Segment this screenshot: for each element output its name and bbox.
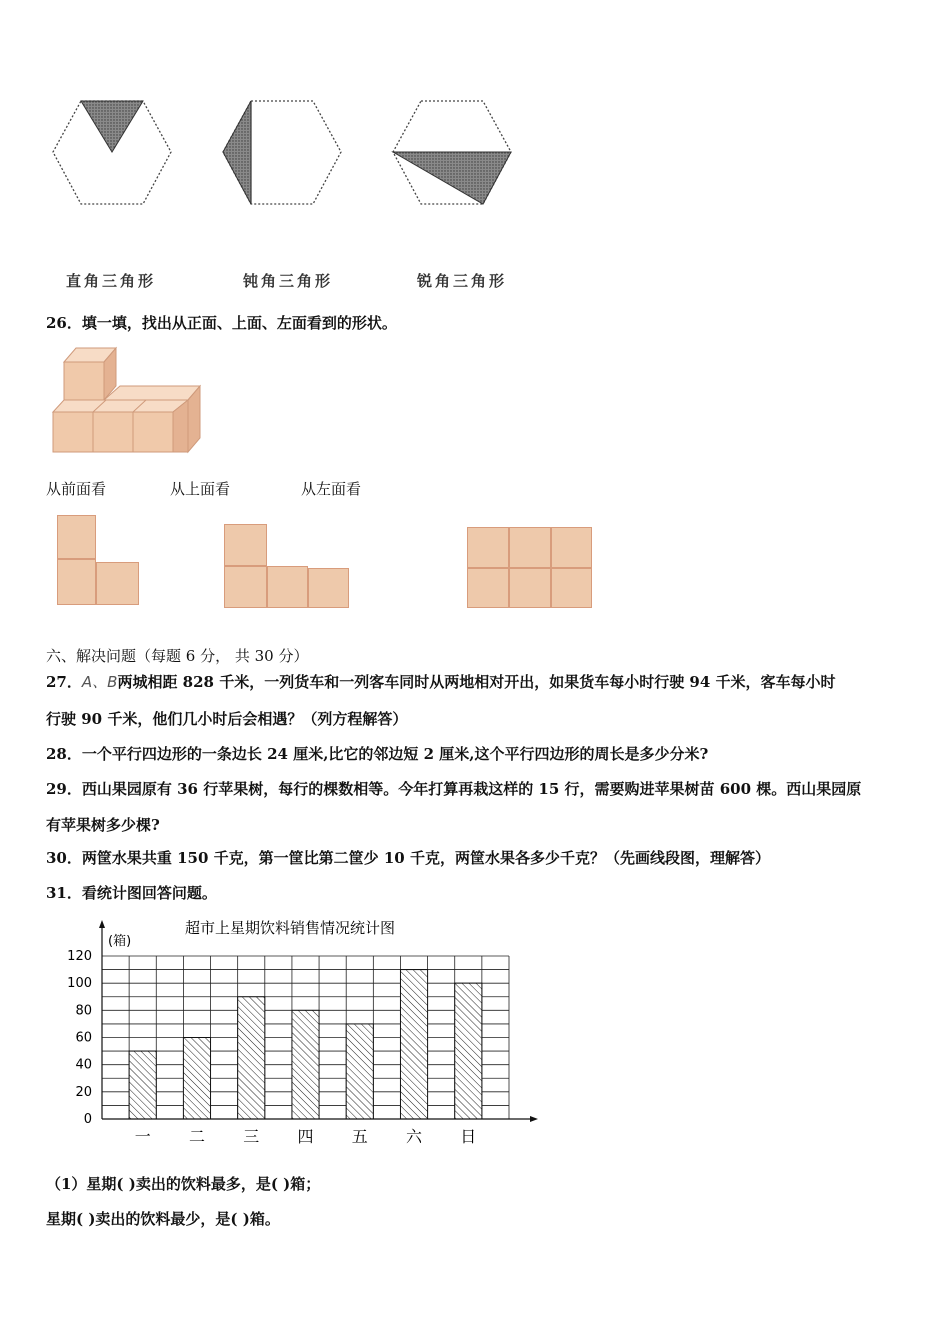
y-tick-label: 40: [75, 1057, 92, 1073]
y-tick-label: 100: [67, 976, 92, 992]
answer-line-1: （1）星期( )卖出的饮料最多，是( )箱；: [46, 1175, 321, 1193]
bar-六: [400, 970, 427, 1119]
x-category-label: 一: [134, 1127, 151, 1146]
x-category-label: 五: [351, 1127, 368, 1146]
x-axis-arrow: [530, 1116, 538, 1122]
question-29-line2: 有苹果树多少棵?: [46, 816, 160, 834]
view-shape-1-square: [96, 562, 139, 605]
x-category-label: 日: [460, 1127, 477, 1146]
question-29-line1: 29．西山果园原有 36 行苹果树，每行的棵数相等。今年打算再栽这样的 15 行，需要购进苹果树苗 600 棵。西山果园原: [46, 780, 862, 798]
question-28: 28．一个平行四边形的一条边长 24 厘米,比它的邻边短 2 厘米,这个平行四边形的周长是多少分米?: [46, 745, 709, 763]
chart-title: 超市上星期饮料销售情况统计图: [185, 919, 396, 937]
bar-四: [292, 1010, 319, 1119]
y-axis-unit: (箱): [108, 934, 132, 949]
view-label-left: 从左面看: [301, 480, 362, 498]
view-label-top: 从上面看: [170, 480, 231, 498]
answer-line-2: 星期( )卖出的饮料最少，是( )箱。: [46, 1210, 280, 1228]
hexagon-figure-acute-triangle: [390, 98, 514, 208]
y-axis-arrow: [99, 920, 105, 928]
view-label-front: 从前面看: [46, 480, 107, 498]
x-category-label: 四: [297, 1127, 314, 1146]
view-shape-2-square: [224, 566, 267, 608]
view-shape-3-square: [551, 527, 592, 568]
bar-五: [346, 1024, 373, 1119]
y-tick-label: 120: [67, 949, 92, 964]
section-heading: 六、解决问题（每题 6 分， 共 30 分）: [46, 647, 309, 665]
bar-日: [455, 983, 482, 1119]
question-27-line1: [46, 671, 836, 692]
view-shape-2-square: [308, 568, 349, 608]
y-tick-label: 0: [83, 1112, 92, 1127]
label-obtuse-triangle: 钝角三角形: [243, 272, 334, 290]
sales-bar-chart: [60, 914, 550, 1154]
question-27-text: 两城相距 828 千米，一列货车和一列客车同时从两地相对开出，如果货车每小时行驶 94 千米，客车每小时: [117, 673, 836, 691]
view-shape-2-square: [224, 524, 267, 566]
bar-一: [129, 1051, 156, 1119]
view-shape-3-square: [509, 527, 551, 568]
x-category-label: 二: [188, 1127, 205, 1146]
label-acute-triangle: 锐角三角形: [417, 272, 508, 290]
bar-二: [183, 1038, 210, 1120]
y-tick-label: 60: [75, 1030, 92, 1046]
hexagon-figure-obtuse-triangle: [220, 98, 344, 208]
view-shape-3-square: [467, 527, 509, 568]
cube-stack-figure: [50, 344, 205, 456]
question-30: 30．两筐水果共重 150 千克，第一筐比第二筐少 10 千克，两筐水果各多少千克？（先画线段图，理解答）: [46, 849, 770, 867]
label-right-triangle: 直角三角形: [66, 272, 157, 290]
question-27-line2: 行驶 90 千米，他们几小时后会相遇？（列方程解答）: [46, 710, 408, 728]
y-tick-label: 80: [75, 1003, 92, 1019]
bar-三: [238, 997, 265, 1119]
view-shape-3-square: [467, 568, 509, 608]
hexagon-figure-right-triangle: [50, 98, 174, 208]
y-tick-label: 20: [75, 1084, 92, 1100]
view-shape-3-square: [551, 568, 592, 608]
view-shape-2-square: [267, 566, 308, 608]
question-26: 26．填一填，找出从正面、上面、左面看到的形状。: [46, 314, 397, 332]
view-shape-1-square: [57, 515, 96, 559]
question-27-number: 27．: [46, 673, 82, 691]
question-27-cities: A、B: [81, 673, 118, 691]
view-shape-1-square: [57, 559, 96, 605]
x-category-label: 三: [243, 1127, 260, 1146]
question-31: 31．看统计图回答问题。: [46, 884, 217, 902]
view-shape-3-square: [509, 568, 551, 608]
x-category-label: 六: [406, 1127, 423, 1146]
